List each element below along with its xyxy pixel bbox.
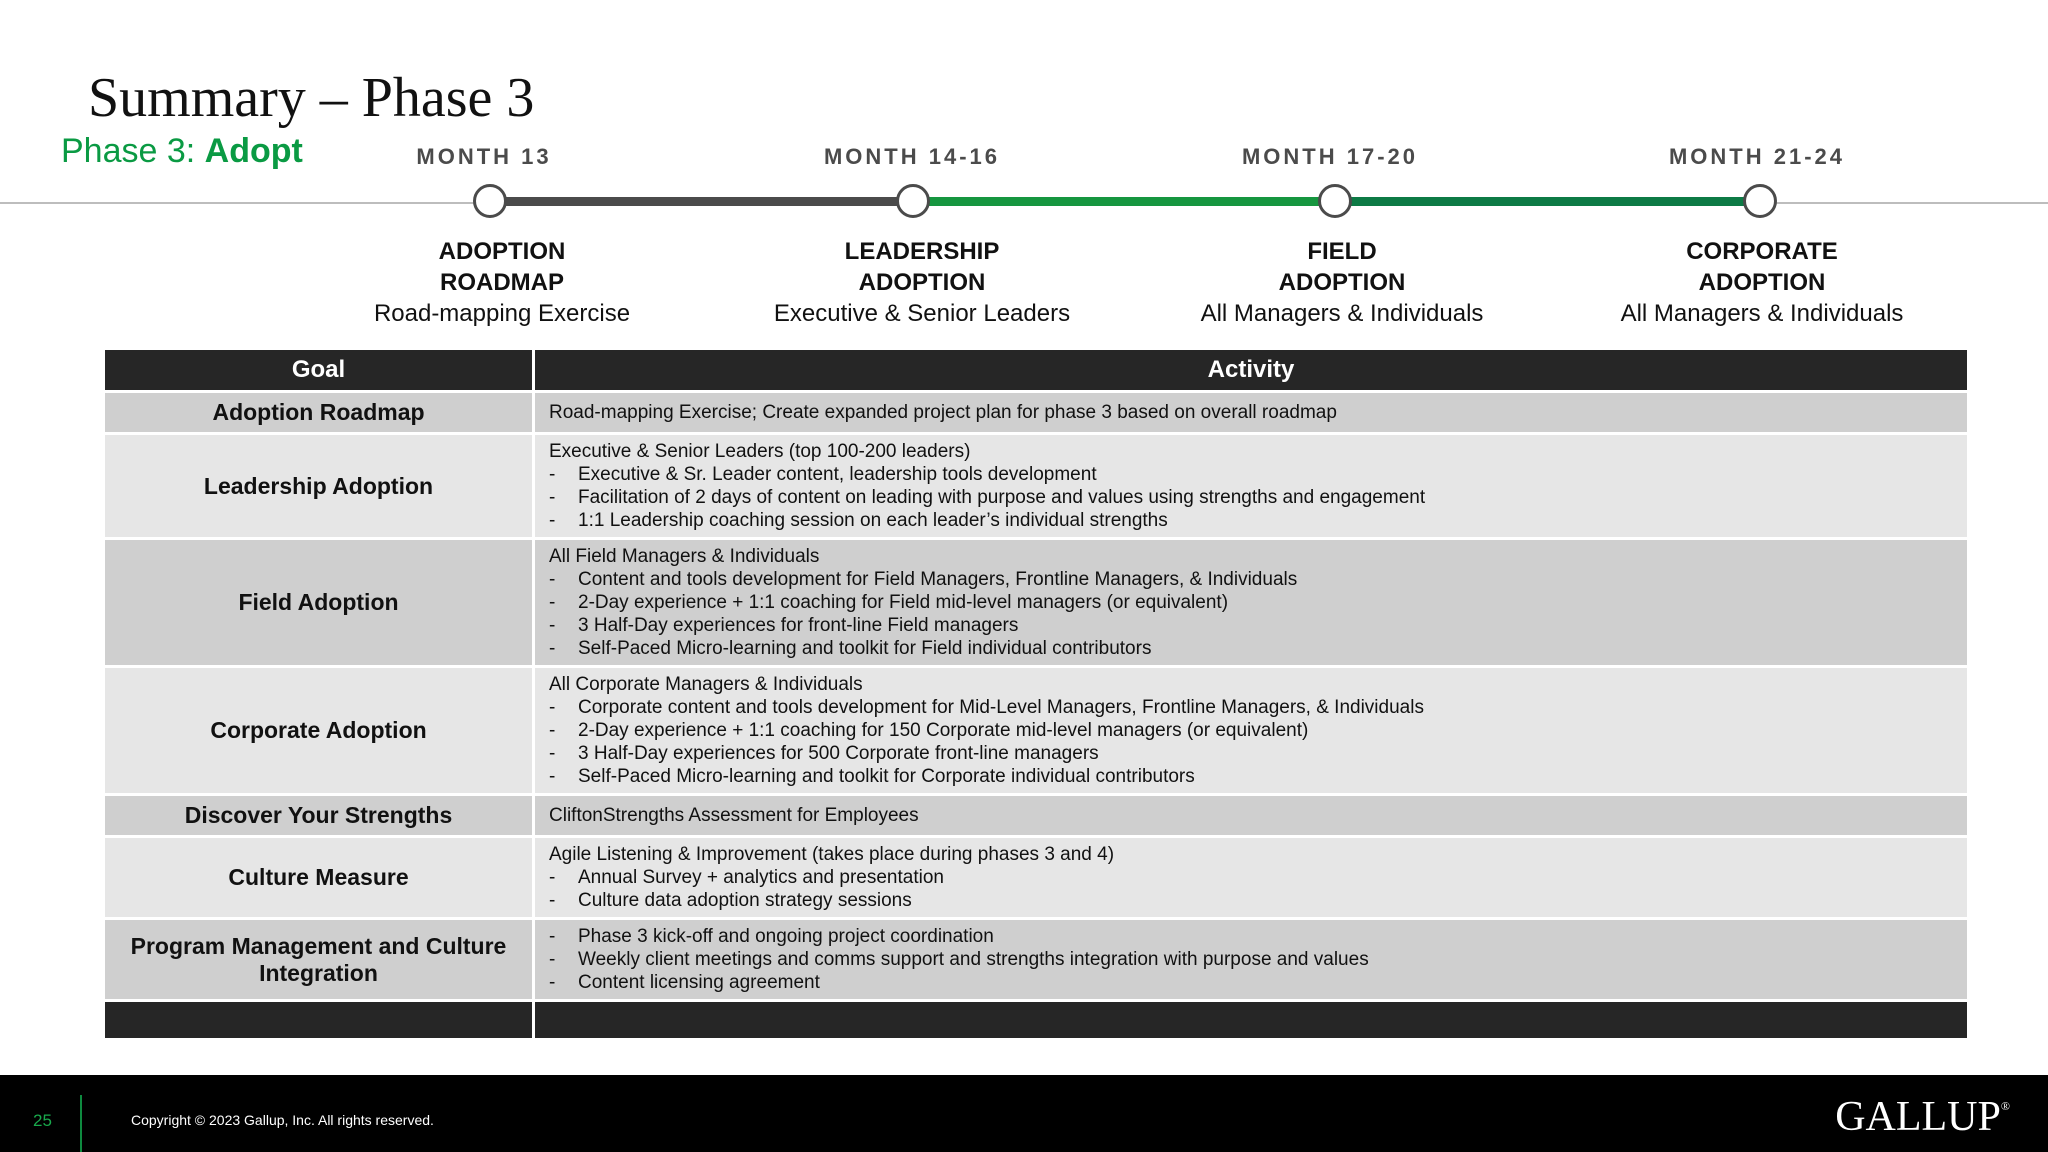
phase-timeline xyxy=(0,140,2048,340)
activity-bullet: - Annual Survey + analytics and presentation xyxy=(549,866,1953,889)
table-footer-cell xyxy=(534,1001,1969,1040)
timeline-month-2: MONTH 14-16 xyxy=(823,144,1001,169)
activity-bullet: - Self-Paced Micro-learning and toolkit for Corporate individual contributors xyxy=(549,765,1953,788)
activity-cell xyxy=(534,795,1969,837)
activity-bullet: - Facilitation of 2 days of content on leading with purpose and values using strengths and engagement xyxy=(549,486,1953,509)
table-row xyxy=(104,392,1969,434)
table-row xyxy=(104,434,1969,539)
table-body xyxy=(104,392,1969,1001)
activity-bullet: - 3 Half-Day experiences for 500 Corporate front-line managers xyxy=(549,742,1953,765)
activity-cell xyxy=(534,837,1969,919)
goal-activity-table xyxy=(102,347,1970,1041)
activity-cell xyxy=(534,392,1969,434)
activity-bullet: - Self-Paced Micro-learning and toolkit for Field individual contributors xyxy=(549,637,1953,660)
goal-cell: Adoption Roadmap xyxy=(104,392,534,434)
timeline-node-1 xyxy=(473,184,507,218)
timeline-node-3 xyxy=(1318,184,1352,218)
milestone-leadership-adoption xyxy=(742,236,1102,329)
milestone-heading-line1: CORPORATE xyxy=(1686,238,1838,265)
activity-cell xyxy=(534,667,1969,795)
timeline-segment-1 xyxy=(490,197,913,206)
table-row xyxy=(104,539,1969,667)
activity-lead: Agile Listening & Improvement (takes place during phases 3 and 4) xyxy=(549,844,1115,865)
goal-cell: Culture Measure xyxy=(104,837,534,919)
milestone-heading-line1: ADOPTION xyxy=(438,238,566,265)
logo-text: GALLUP xyxy=(1835,1094,2001,1140)
slide-footer xyxy=(0,1075,2048,1152)
activity-column-header: Activity xyxy=(534,349,1969,392)
copyright-text: Copyright © 2023 Gallup, Inc. All rights reserved. xyxy=(131,1112,434,1128)
page-title: Summary – Phase 3 xyxy=(88,67,535,129)
activity-bullet: - Culture data adoption strategy sessions xyxy=(549,889,1953,912)
activity-lead: All Corporate Managers & Individuals xyxy=(549,674,863,695)
activity-lead: Executive & Senior Leaders (top 100-200 leaders) xyxy=(549,441,971,462)
milestone-adoption-roadmap xyxy=(322,236,682,329)
activity-bullet: - 2-Day experience + 1:1 coaching for 150 Corporate mid-level managers (or equivalent) xyxy=(549,719,1953,742)
timeline-node-2 xyxy=(896,184,930,218)
milestone-corporate-adoption xyxy=(1582,236,1942,329)
activity-lead: CliftonStrengths Assessment for Employees xyxy=(549,805,919,826)
goal-cell: Corporate Adoption xyxy=(104,667,534,795)
milestone-subtitle: All Managers & Individuals xyxy=(1200,300,1484,327)
activity-bullet: - Content licensing agreement xyxy=(549,971,1953,994)
activity-bullet: - Corporate content and tools development for Mid-Level Managers, Frontline Managers, & Individuals xyxy=(549,696,1953,719)
activity-cell xyxy=(534,434,1969,539)
goal-cell: Program Management and Culture Integration xyxy=(104,919,534,1001)
goal-cell: Field Adoption xyxy=(104,539,534,667)
activity-bullet: - Phase 3 kick-off and ongoing project coordination xyxy=(549,925,1953,948)
activity-bullet: - 1:1 Leadership coaching session on each leader’s individual strengths xyxy=(549,509,1953,532)
registered-mark: ® xyxy=(2000,1099,2010,1113)
milestone-field-adoption xyxy=(1162,236,1522,329)
phase-subtitle-prefix: Phase 3: xyxy=(61,132,205,170)
table-row xyxy=(104,919,1969,1001)
milestone-heading-line2: ADOPTION xyxy=(1278,269,1406,296)
table-row xyxy=(104,837,1969,919)
activity-cell xyxy=(534,539,1969,667)
table-footer-bar xyxy=(104,1001,1969,1040)
goal-cell: Leadership Adoption xyxy=(104,434,534,539)
milestone-subtitle: All Managers & Individuals xyxy=(1620,300,1904,327)
milestone-heading-line2: ADOPTION xyxy=(1698,269,1826,296)
activity-bullet: - Content and tools development for Field Managers, Frontline Managers, & Individuals xyxy=(549,568,1953,591)
timeline-month-3: MONTH 17-20 xyxy=(1241,144,1419,169)
timeline-month-1: MONTH 13 xyxy=(416,144,552,169)
page-number: 25 xyxy=(33,1111,52,1130)
activity-bullet: - Executive & Sr. Leader content, leadership tools development xyxy=(549,463,1953,486)
goal-cell: Discover Your Strengths xyxy=(104,795,534,837)
milestone-heading-line2: ADOPTION xyxy=(858,269,986,296)
footer-divider xyxy=(80,1095,82,1152)
goal-column-header: Goal xyxy=(104,349,534,392)
timeline-node-4 xyxy=(1743,184,1777,218)
activity-lead: Road-mapping Exercise; Create expanded project plan for phase 3 based on overall roadmap xyxy=(549,402,1337,423)
table-header-row xyxy=(104,349,1969,392)
milestone-heading-line1: LEADERSHIP xyxy=(844,238,1000,265)
activity-bullet: - 2-Day experience + 1:1 coaching for Field mid-level managers (or equivalent) xyxy=(549,591,1953,614)
table-footer-cell xyxy=(104,1001,534,1040)
timeline-segment-3 xyxy=(1335,197,1760,206)
activity-lead: All Field Managers & Individuals xyxy=(549,546,820,567)
activity-bullet: - Weekly client meetings and comms support and strengths integration with purpose and values xyxy=(549,948,1953,971)
milestone-subtitle: Executive & Senior Leaders xyxy=(773,300,1071,327)
table-row xyxy=(104,667,1969,795)
phase-subtitle-emphasis: Adopt xyxy=(204,132,303,170)
gallup-logo xyxy=(1835,1093,2010,1141)
table-row xyxy=(104,795,1969,837)
milestone-subtitle: Road-mapping Exercise xyxy=(373,300,631,327)
timeline-month-4: MONTH 21-24 xyxy=(1668,144,1846,169)
activity-bullet: - 3 Half-Day experiences for front-line Field managers xyxy=(549,614,1953,637)
activity-cell xyxy=(534,919,1969,1001)
milestone-heading-line2: ROADMAP xyxy=(440,269,564,296)
milestone-heading-line1: FIELD xyxy=(1307,238,1377,265)
timeline-segment-2 xyxy=(913,197,1335,206)
